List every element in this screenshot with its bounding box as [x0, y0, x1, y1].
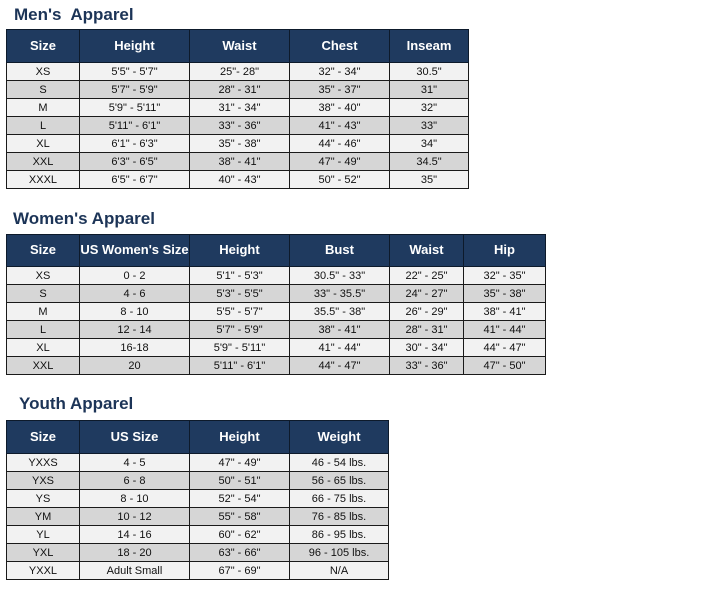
table-cell: 55" - 58"	[190, 508, 290, 526]
table-cell: XS	[7, 63, 80, 81]
column-header: Waist	[390, 235, 464, 267]
table-cell: 38" - 41"	[464, 303, 546, 321]
mens-size-table	[6, 29, 469, 189]
table-cell: YXXL	[7, 562, 80, 580]
table-row	[7, 267, 546, 285]
table-row	[7, 526, 389, 544]
table-cell: 24" - 27"	[390, 285, 464, 303]
table-cell: 44" - 47"	[290, 357, 390, 375]
womens-header-row	[7, 235, 546, 267]
youth-size-table	[6, 420, 389, 580]
table-cell: 30.5"	[390, 63, 469, 81]
table-cell: 47" - 49"	[290, 153, 390, 171]
table-cell: 34.5"	[390, 153, 469, 171]
table-cell: YM	[7, 508, 80, 526]
table-cell: 5'11" - 6'1"	[80, 117, 190, 135]
table-cell: XS	[7, 267, 80, 285]
table-cell: 96 - 105 lbs.	[290, 544, 389, 562]
table-cell: 16-18	[80, 339, 190, 357]
table-cell: 66 - 75 lbs.	[290, 490, 389, 508]
table-cell: 5'1" - 5'3"	[190, 267, 290, 285]
table-row	[7, 339, 546, 357]
table-cell: 32"	[390, 99, 469, 117]
table-cell: 6'3" - 6'5"	[80, 153, 190, 171]
column-header: Weight	[290, 421, 389, 454]
table-cell: M	[7, 303, 80, 321]
column-header: Inseam	[390, 30, 469, 63]
table-row	[7, 321, 546, 339]
table-cell: 38" - 40"	[290, 99, 390, 117]
table-cell: 5'7" - 5'9"	[190, 321, 290, 339]
table-cell: 76 - 85 lbs.	[290, 508, 389, 526]
column-header: Chest	[290, 30, 390, 63]
table-cell: 4 - 6	[80, 285, 190, 303]
table-cell: 14 - 16	[80, 526, 190, 544]
table-cell: YL	[7, 526, 80, 544]
table-row	[7, 454, 389, 472]
table-cell: 5'3" - 5'5"	[190, 285, 290, 303]
table-cell: 6'5" - 6'7"	[80, 171, 190, 189]
table-row	[7, 490, 389, 508]
table-cell: 40" - 43"	[190, 171, 290, 189]
column-header: US Size	[80, 421, 190, 454]
table-row	[7, 472, 389, 490]
table-cell: 10 - 12	[80, 508, 190, 526]
table-row	[7, 81, 469, 99]
table-cell: 5'5" - 5'7"	[80, 63, 190, 81]
table-cell: M	[7, 99, 80, 117]
table-cell: 28" - 31"	[390, 321, 464, 339]
column-header: Bust	[290, 235, 390, 267]
table-cell: 25"- 28"	[190, 63, 290, 81]
table-cell: 32" - 35"	[464, 267, 546, 285]
table-cell: 63" - 66"	[190, 544, 290, 562]
table-row	[7, 63, 469, 81]
womens-section-title: Women's Apparel	[13, 209, 155, 228]
table-cell: N/A	[290, 562, 389, 580]
table-cell: 4 - 5	[80, 454, 190, 472]
table-cell: 38" - 41"	[190, 153, 290, 171]
table-cell: 41" - 43"	[290, 117, 390, 135]
table-row	[7, 171, 469, 189]
table-cell: 41" - 44"	[290, 339, 390, 357]
column-header: Height	[80, 30, 190, 63]
youth-header-row	[7, 421, 389, 454]
column-header: US Women's Size	[80, 235, 190, 267]
table-cell: 50" - 52"	[290, 171, 390, 189]
table-cell: 28" - 31"	[190, 81, 290, 99]
table-cell: YXL	[7, 544, 80, 562]
table-cell: 41" - 44"	[464, 321, 546, 339]
table-row	[7, 508, 389, 526]
table-cell: 67" - 69"	[190, 562, 290, 580]
table-cell: 5'7" - 5'9"	[80, 81, 190, 99]
table-cell: 60" - 62"	[190, 526, 290, 544]
table-cell: XXXL	[7, 171, 80, 189]
table-cell: 38" - 41"	[290, 321, 390, 339]
table-cell: 33" - 35.5"	[290, 285, 390, 303]
table-cell: 31" - 34"	[190, 99, 290, 117]
table-cell: 44" - 47"	[464, 339, 546, 357]
table-row	[7, 562, 389, 580]
table-cell: L	[7, 321, 80, 339]
table-cell: 47" - 50"	[464, 357, 546, 375]
table-cell: S	[7, 285, 80, 303]
table-cell: 5'11" - 6'1"	[190, 357, 290, 375]
table-cell: S	[7, 81, 80, 99]
table-cell: 8 - 10	[80, 303, 190, 321]
table-cell: 30" - 34"	[390, 339, 464, 357]
mens-header-row	[7, 30, 469, 63]
table-cell: 18 - 20	[80, 544, 190, 562]
table-row	[7, 544, 389, 562]
table-cell: 86 - 95 lbs.	[290, 526, 389, 544]
table-cell: 20	[80, 357, 190, 375]
table-cell: YXXS	[7, 454, 80, 472]
table-cell: 32" - 34"	[290, 63, 390, 81]
table-row	[7, 153, 469, 171]
table-cell: Adult Small	[80, 562, 190, 580]
table-cell: 30.5" - 33"	[290, 267, 390, 285]
table-cell: 34"	[390, 135, 469, 153]
table-cell: 12 - 14	[80, 321, 190, 339]
table-row	[7, 135, 469, 153]
column-header: Height	[190, 421, 290, 454]
table-cell: 5'5" - 5'7"	[190, 303, 290, 321]
table-row	[7, 99, 469, 117]
table-cell: 6'1" - 6'3"	[80, 135, 190, 153]
table-row	[7, 285, 546, 303]
table-cell: YS	[7, 490, 80, 508]
table-cell: 33"	[390, 117, 469, 135]
table-cell: 6 - 8	[80, 472, 190, 490]
column-header: Hip	[464, 235, 546, 267]
table-cell: 26" - 29"	[390, 303, 464, 321]
table-cell: XXL	[7, 153, 80, 171]
table-cell: 44" - 46"	[290, 135, 390, 153]
table-row	[7, 303, 546, 321]
table-cell: 35" - 38"	[464, 285, 546, 303]
column-header: Size	[7, 421, 80, 454]
table-row	[7, 357, 546, 375]
table-cell: 35"	[390, 171, 469, 189]
table-cell: 46 - 54 lbs.	[290, 454, 389, 472]
table-cell: XL	[7, 339, 80, 357]
column-header: Waist	[190, 30, 290, 63]
table-cell: 22" - 25"	[390, 267, 464, 285]
table-cell: 35" - 38"	[190, 135, 290, 153]
table-cell: 35.5" - 38"	[290, 303, 390, 321]
table-cell: 52" - 54"	[190, 490, 290, 508]
table-cell: XXL	[7, 357, 80, 375]
column-header: Size	[7, 235, 80, 267]
table-cell: L	[7, 117, 80, 135]
womens-size-table	[6, 234, 546, 375]
table-cell: 33" - 36"	[190, 117, 290, 135]
table-cell: 33" - 36"	[390, 357, 464, 375]
table-cell: 56 - 65 lbs.	[290, 472, 389, 490]
table-cell: 8 - 10	[80, 490, 190, 508]
table-cell: XL	[7, 135, 80, 153]
table-cell: 5'9" - 5'11"	[190, 339, 290, 357]
column-header: Size	[7, 30, 80, 63]
table-cell: 47" - 49"	[190, 454, 290, 472]
table-cell: 35" - 37"	[290, 81, 390, 99]
mens-section-title: Men's Apparel	[14, 5, 134, 24]
youth-section-title: Youth Apparel	[19, 394, 134, 413]
table-cell: 5'9" - 5'11"	[80, 99, 190, 117]
table-row	[7, 117, 469, 135]
table-cell: YXS	[7, 472, 80, 490]
table-cell: 31"	[390, 81, 469, 99]
column-header: Height	[190, 235, 290, 267]
table-cell: 50" - 51"	[190, 472, 290, 490]
table-cell: 0 - 2	[80, 267, 190, 285]
